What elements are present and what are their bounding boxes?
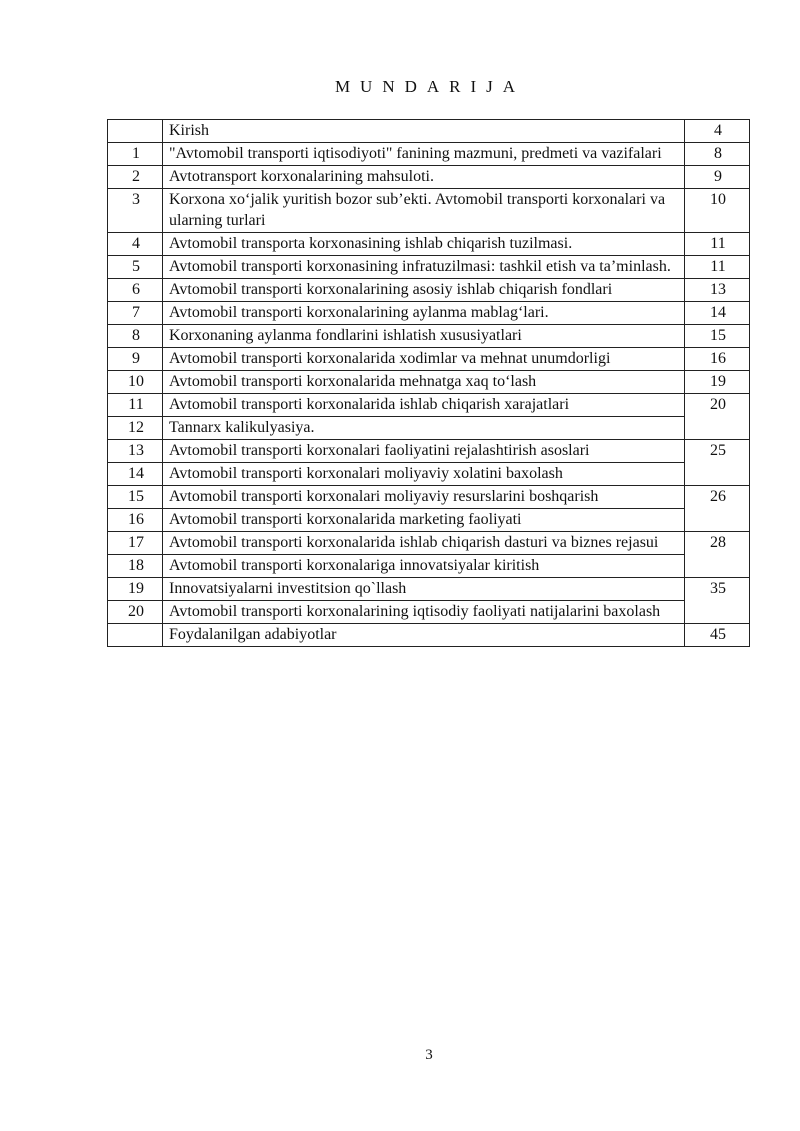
table-row [108,486,750,509]
row-number: 9 [108,348,163,371]
table-row [108,463,750,486]
table-row [108,325,750,348]
row-title: Avtomobil transporta korxonasining ishlab chiqarish tuzilmasi. [163,233,685,256]
row-number [108,624,163,647]
row-title: Korxonaning aylanma fondlarini ishlatish xususiyatlari [163,325,685,348]
row-page: 45 [685,624,750,647]
table-row [108,166,750,189]
row-title: Tannarx kalikulyasiya. [163,417,685,440]
row-page: 11 [685,256,750,279]
row-title: Avtomobil transporti korxonalarining asosiy ishlab chiqarish fondlari [163,279,685,302]
table-row [108,189,750,233]
row-title: Avtomobil transporti korxonalariga innovatsiyalar kiritish [163,555,685,578]
row-title: Avtomobil transporti korxonalarida xodimlar va mehnat unumdorligi [163,348,685,371]
table-row [108,143,750,166]
table-row [108,440,750,463]
table-row [108,394,750,417]
table-row [108,371,750,394]
row-number: 5 [108,256,163,279]
row-title: "Avtomobil transporti iqtisodiyoti" fanining mazmuni, predmeti va vazifalari [163,143,685,166]
row-number: 18 [108,555,163,578]
row-page: 11 [685,233,750,256]
page-title: MUNDARIJA [334,77,526,96]
row-number: 14 [108,463,163,486]
row-page: 26 [685,486,750,532]
row-page: 35 [685,578,750,624]
row-title: Avtomobil transporti korxonalarining aylanma mablagʻlari. [163,302,685,325]
row-page: 9 [685,166,750,189]
row-title: Avtomobil transporti korxonalarining iqtisodiy faoliyati natijalarini baxolash [163,601,685,624]
table-row [108,578,750,601]
row-number: 16 [108,509,163,532]
table-row [108,120,750,143]
row-title: Avtomobil transporti korxonalari faoliyatini rejalashtirish asoslari [163,440,685,463]
row-title: Avtomobil transporti korxonalari moliyaviy xolatini baxolash [163,463,685,486]
row-title: Avtotransport korxonalarining mahsuloti. [163,166,685,189]
row-title: Avtomobil transporti korxonasining infratuzilmasi: tashkil etish va ta’minlash. [163,256,685,279]
row-title: Avtomobil transporti korxonalarida marketing faoliyati [163,509,685,532]
row-number: 15 [108,486,163,509]
row-number: 3 [108,189,163,233]
row-number: 4 [108,233,163,256]
row-number: 2 [108,166,163,189]
row-page: 8 [685,143,750,166]
row-title: Avtomobil transporti korxonalarida ishlab chiqarish xarajatlari [163,394,685,417]
row-number [108,120,163,143]
row-number: 10 [108,371,163,394]
row-number: 19 [108,578,163,601]
row-title: Kirish [163,120,685,143]
row-number: 1 [108,143,163,166]
table-row [108,233,750,256]
row-number: 17 [108,532,163,555]
table-row [108,417,750,440]
row-number: 11 [108,394,163,417]
row-title: Innovatsiyalarni investitsion qo`llash [163,578,685,601]
row-page: 25 [685,440,750,486]
page-number: 3 [425,1047,433,1063]
row-number: 13 [108,440,163,463]
table-row [108,279,750,302]
table-row [108,555,750,578]
table-row [108,256,750,279]
row-page: 20 [685,394,750,440]
row-title: Avtomobil transporti korxonalarida ishlab chiqarish dasturi va biznes rejasui [163,532,685,555]
row-page: 16 [685,348,750,371]
row-number: 12 [108,417,163,440]
row-page: 15 [685,325,750,348]
table-of-contents [107,119,750,647]
table-row [108,601,750,624]
table-row [108,532,750,555]
row-page: 10 [685,189,750,233]
row-page: 4 [685,120,750,143]
row-title: Avtomobil transporti korxonalari moliyaviy resurslarini boshqarish [163,486,685,509]
row-title: Avtomobil transporti korxonalarida mehnatga xaq toʻlash [163,371,685,394]
row-page: 14 [685,302,750,325]
table-row [108,348,750,371]
row-page: 13 [685,279,750,302]
table-row [108,509,750,532]
row-title: Korxona xoʻjalik yuritish bozor sub’ekti. Avtomobil transporti korxonalari va ularning turlari [163,189,685,233]
row-number: 7 [108,302,163,325]
table-row [108,624,750,647]
row-title: Foydalanilgan adabiyotlar [163,624,685,647]
row-number: 20 [108,601,163,624]
row-page: 19 [685,371,750,394]
row-number: 8 [108,325,163,348]
table-row [108,302,750,325]
row-number: 6 [108,279,163,302]
row-page: 28 [685,532,750,578]
